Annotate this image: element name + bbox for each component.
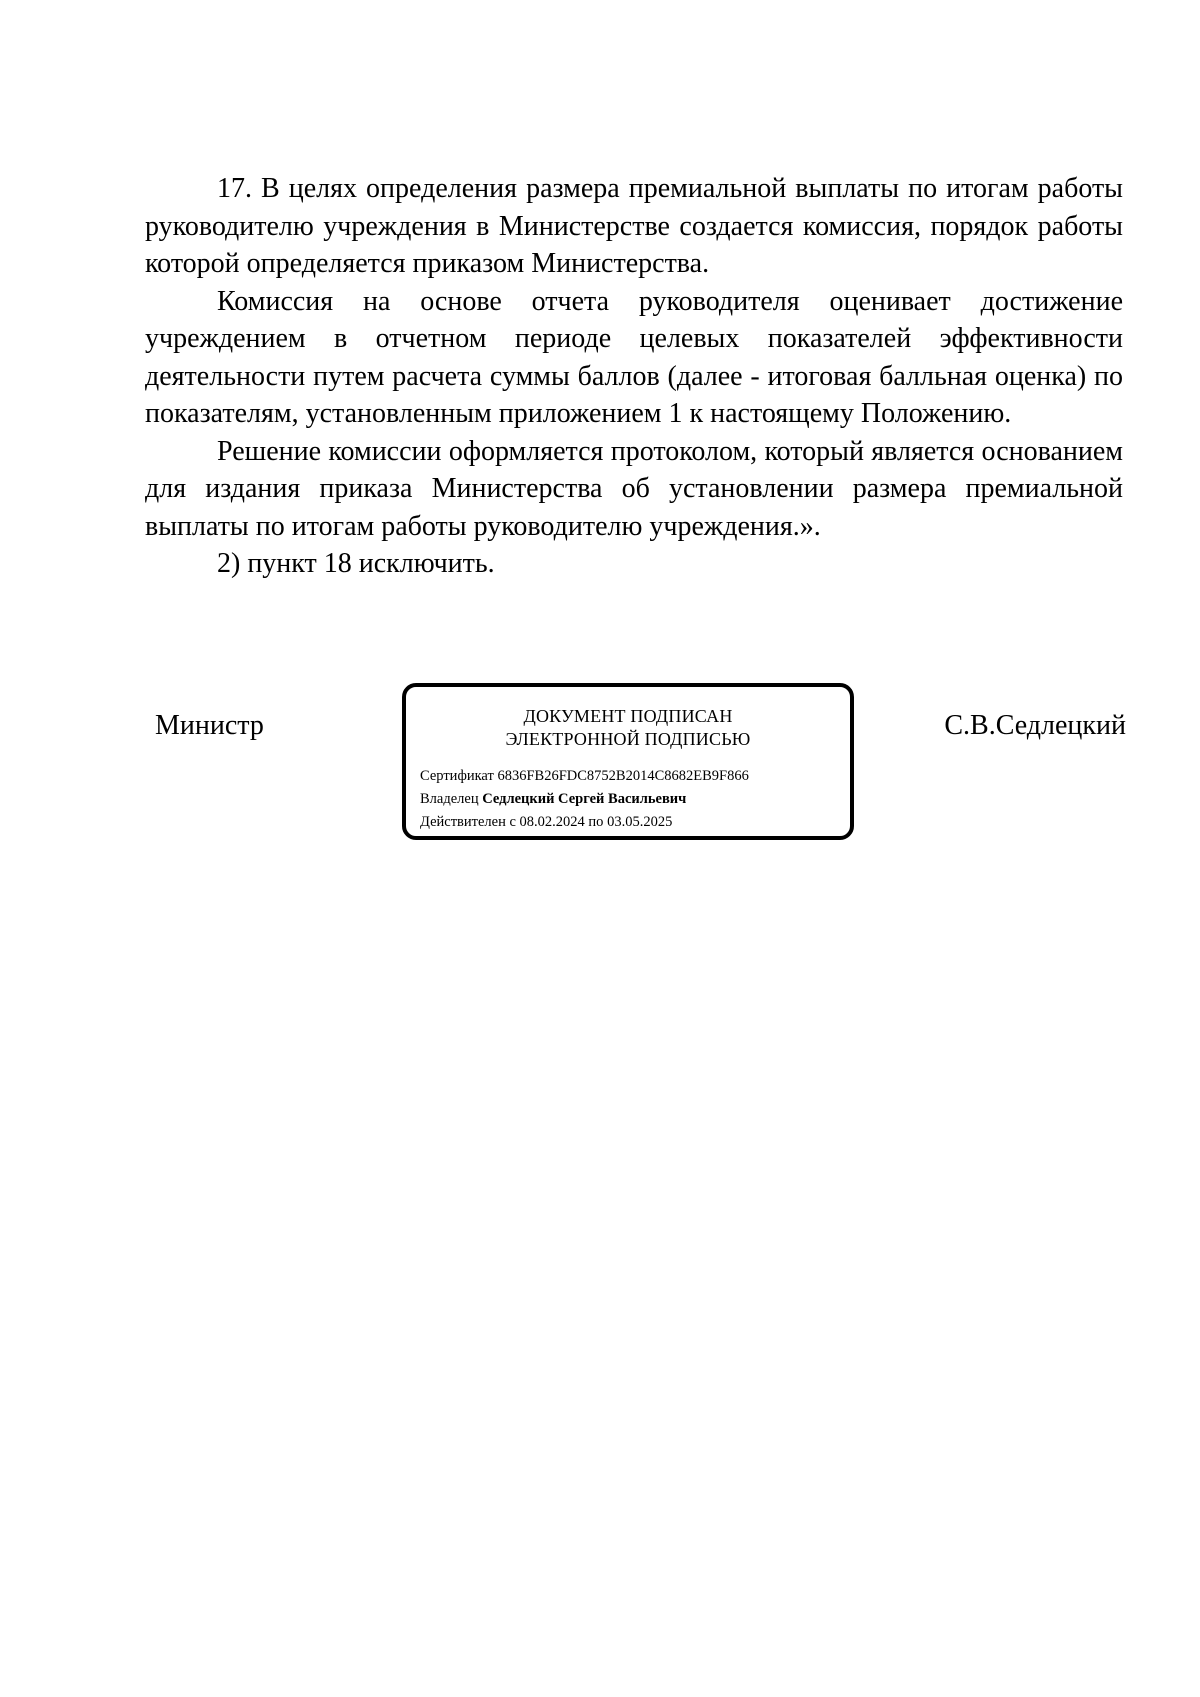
signatory-name: С.В.Седлецкий xyxy=(944,710,1126,741)
stamp-owner-row xyxy=(420,788,749,811)
stamp-valid-from-label: с xyxy=(509,814,516,830)
signatory-position: Министр xyxy=(155,710,264,741)
stamp-valid-to-label: по xyxy=(588,814,604,830)
document-body xyxy=(145,170,1123,583)
stamp-certificate-value: 6836FB26FDC8752B2014C8682EB9F866 xyxy=(497,768,749,784)
stamp-valid-from: 08.02.2024 xyxy=(519,814,585,830)
electronic-signature-stamp xyxy=(402,683,854,840)
stamp-heading-line-2: ЭЛЕКТРОННОЙ ПОДПИСЬЮ xyxy=(505,729,751,749)
stamp-heading-line-1: ДОКУМЕНТ ПОДПИСАН xyxy=(523,706,733,726)
stamp-certificate-label: Сертификат xyxy=(420,768,494,784)
stamp-validity-row xyxy=(420,811,749,834)
paragraph-commission: Комиссия на основе отчета руководителя оценивает достижение учреждением в отчетном периоде целевых показателей эффективности деятельности путем расчета суммы баллов (далее - итоговая балльная оценка) по показателям, установленным приложением 1 к настоящему Положению. xyxy=(145,285,1123,429)
stamp-details xyxy=(420,765,749,834)
stamp-owner-label: Владелец xyxy=(420,791,479,807)
stamp-certificate-row xyxy=(420,765,749,788)
stamp-heading xyxy=(406,705,850,751)
stamp-valid-label: Действителен xyxy=(420,814,506,830)
paragraph-item-18: 2) пункт 18 исключить. xyxy=(217,548,495,579)
paragraph-17: 17. В целях определения размера премиальной выплаты по итогам работы руководителю учреждения в Министерстве создается комиссия, порядок работы которой определяется приказом Министерства. xyxy=(145,173,1123,279)
stamp-owner-value: Седлецкий Сергей Васильевич xyxy=(482,791,687,807)
stamp-valid-to: 03.05.2025 xyxy=(607,814,673,830)
paragraph-decision: Решение комиссии оформляется протоколом, который является основанием для издания приказа Министерства об установлении размера премиальной выплаты по итогам работы руководителю учреждения.». xyxy=(145,435,1123,542)
